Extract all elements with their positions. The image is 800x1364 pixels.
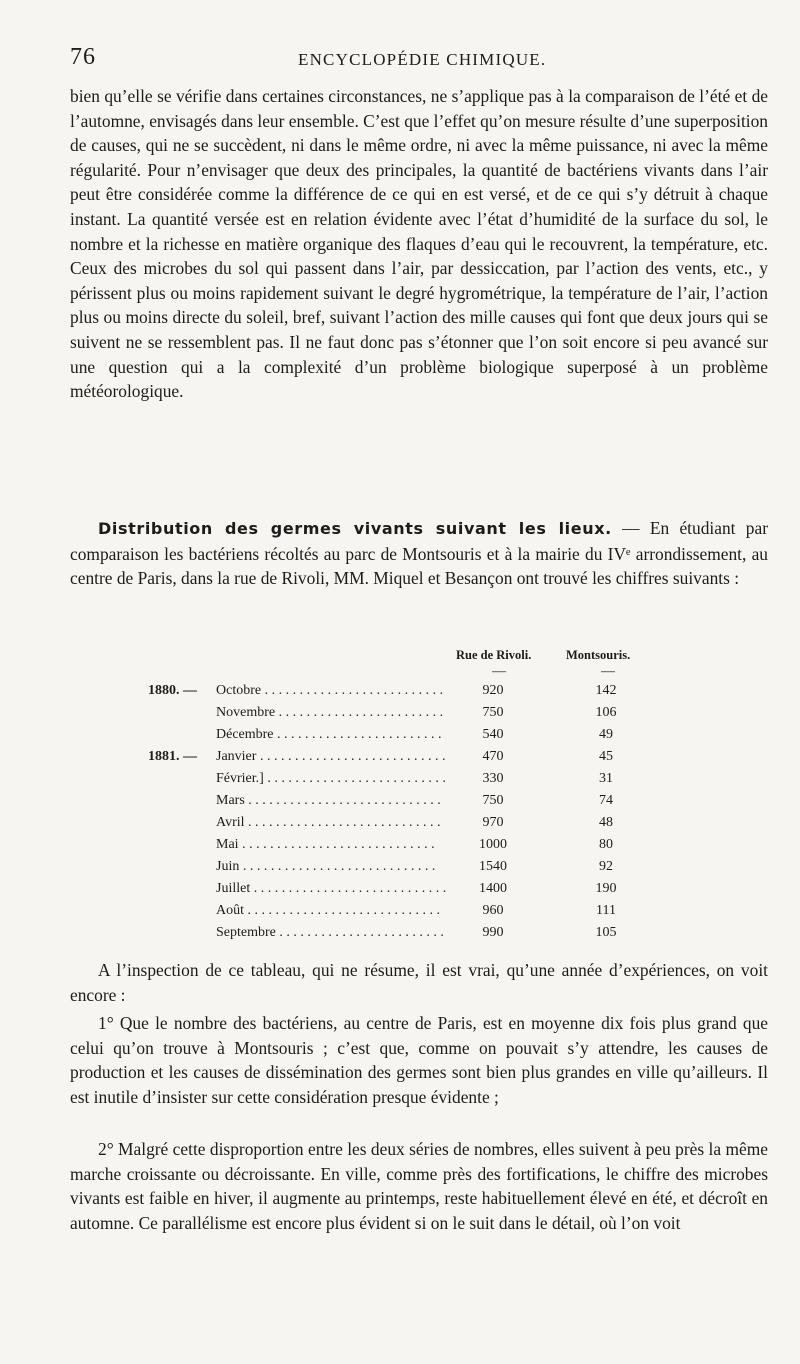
- row-month: Décembre . . .: [216, 727, 446, 743]
- row-year: 1881. —: [148, 749, 197, 764]
- row-rivoli-value: 540: [482, 727, 504, 742]
- row-month: Août . . .: [216, 903, 446, 919]
- row-montsouris-value: 49: [599, 727, 613, 742]
- column-rule-rivoli: —: [492, 664, 506, 679]
- table-row: [0, 837, 800, 859]
- paragraph-intro: bien qu’elle se vérifie dans certaines circonstances, ne s’applique pas à la comparaison de l’été et de l’automne, envisagés dans leur ensemble. C’est que l’effet qu’on mesure résulte d’une superposition de causes, qui ne se succèdent, ni dans le même ordre, ni avec la même puissance, ni avec la même régularité. Pour n’envisager que deux des principales, la quantité de bactériens vivants dans l’air peut être considérée comme la différence de ce qui en est versé, et de ce qui s’y détruit à chaque instant. La quantité versée est en relation évidente avec l’état d’humidité de la surface du sol, le nombre et la richesse en matière organique des flaques d’eau qui le recouvrent, la température, etc. Ceux des microbes du sol qui passent dans l’air, par dessiccation, par l’action des vents, etc., y périssent plus ou moins rapidement suivant le degré hygrométrique, la température de l’air, l’action plus ou moins directe du soleil, bref, suivant l’action des mille causes qui font que deux jours qui se suivent ne se ressemblent pas. Il ne faut donc pas s’étonner que l’on soit encore si peu avancé sur une question qui a la complexité d’un problème biologique superposé à un problème météorologique.: [70, 86, 769, 402]
- row-montsouris-value: 105: [595, 925, 617, 940]
- row-montsouris-value: 106: [595, 705, 617, 720]
- table-row: [0, 815, 800, 837]
- page-number: 76: [70, 44, 96, 70]
- row-montsouris-value: 92: [599, 859, 613, 874]
- row-month: Mai . . .: [216, 837, 446, 853]
- paragraph-inspection: A l’inspection de ce tableau, qui ne résume, il est vrai, qu’une année d’expériences, on voit encore :: [70, 960, 768, 1005]
- row-month: Février.] . . .: [216, 771, 446, 787]
- paragraph-point-one: 1° Que le nombre des bactériens, au centre de Paris, est en moyenne dix fois plus grand que celui qu’on trouve à Montsouris ; c’est que, comme on pouvait s’y attendre, les causes de production et les causes de dissémination des germes sont bien plus grandes en ville qu’ailleurs. Il est inutile d’insister sur cette considération presque évidente ;: [70, 1013, 768, 1107]
- table-row: [0, 749, 800, 771]
- row-month: Juin . . .: [216, 859, 446, 875]
- row-montsouris-value: 45: [599, 749, 613, 764]
- row-rivoli-value: 1000: [479, 837, 507, 852]
- paragraph-point-two: 2° Malgré cette disproportion entre les deux séries de nombres, elles suivent à peu près la même marche croissante ou décroissante. En ville, comme près des fortifications, le chiffre des microbes vivants est faible en hiver, il augmente au printemps, reste habituellement élevé en été, et décroît en automne. Ce parallélisme est encore plus évident si on le suit dans le détail, où l’on voit: [70, 1139, 768, 1233]
- section-heading: Distribution des germes vivants suivant les lieux.: [98, 519, 612, 538]
- row-month: Novembre . . .: [216, 705, 446, 721]
- row-montsouris-value: 74: [599, 793, 613, 808]
- table-row: [0, 903, 800, 925]
- row-month: Avril . . .: [216, 815, 446, 831]
- table-row: [0, 793, 800, 815]
- row-montsouris-value: 111: [596, 903, 616, 918]
- row-rivoli-value: 1400: [479, 881, 507, 896]
- row-montsouris-value: 31: [599, 771, 613, 786]
- table-row: [0, 925, 800, 947]
- table-row: [0, 859, 800, 881]
- row-month: Janvier . . .: [216, 749, 446, 765]
- column-header-rivoli: Rue de Rivoli.: [456, 648, 532, 662]
- table-row: [0, 683, 800, 705]
- paragraph-distribution: [70, 516, 768, 591]
- row-rivoli-value: 330: [482, 771, 504, 786]
- table-row: [0, 705, 800, 727]
- row-montsouris-value: 80: [599, 837, 613, 852]
- row-rivoli-value: 960: [482, 903, 504, 918]
- row-rivoli-value: 990: [482, 925, 504, 940]
- page-header: [70, 44, 770, 74]
- row-rivoli-value: 970: [482, 815, 504, 830]
- table-row: [0, 771, 800, 793]
- paragraph-distribution-body: — En étudiant par comparaison les bactériens récoltés au parc de Montsouris et à la mairie du IVᵉ arrondissement, au centre de Paris, dans la rue de Rivoli, MM. Miquel et Besançon ont trouvé les chiffres suivants :: [70, 518, 769, 589]
- row-year: 1880. —: [148, 683, 197, 698]
- row-month: Mars . . .: [216, 793, 446, 809]
- row-rivoli-value: 470: [482, 749, 504, 764]
- row-montsouris-value: 142: [595, 683, 617, 698]
- table-row: [0, 727, 800, 749]
- row-rivoli-value: 920: [482, 683, 504, 698]
- column-rule-montsouris: —: [601, 664, 615, 679]
- column-header-montsouris: Montsouris.: [566, 648, 631, 662]
- row-month: Septembre . . .: [216, 925, 446, 941]
- row-rivoli-value: 1540: [479, 859, 507, 874]
- row-montsouris-value: 48: [599, 815, 613, 830]
- row-montsouris-value: 190: [595, 881, 617, 896]
- row-rivoli-value: 750: [482, 705, 504, 720]
- row-month: Juillet . . .: [216, 881, 446, 897]
- row-month: Octobre . . .: [216, 683, 446, 699]
- row-rivoli-value: 750: [482, 793, 504, 808]
- running-title: ENCYCLOPÉDIE CHIMIQUE.: [298, 50, 547, 69]
- table-row: [0, 881, 800, 903]
